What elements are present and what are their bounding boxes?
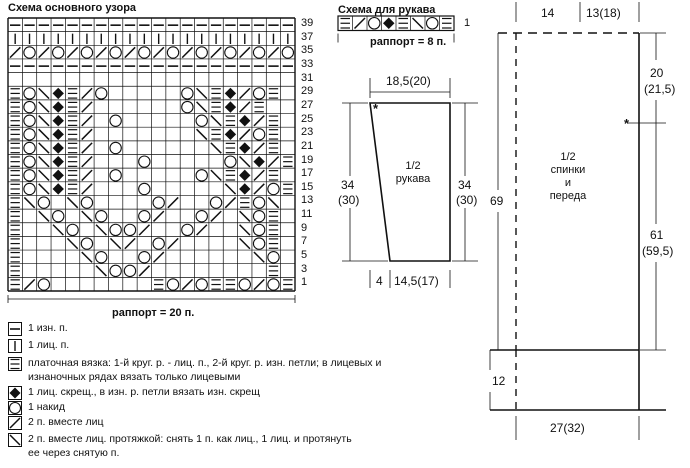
sleeve-label-line2: рукава xyxy=(395,173,431,185)
row-number: 33 xyxy=(301,57,314,70)
legend-text: 2 п. вместе лиц. протяжкой: снять 1 п. как лиц., 1 лиц. и протянуть xyxy=(28,433,352,445)
vertical-bar-icon xyxy=(8,339,22,353)
row-number: 19 xyxy=(301,153,314,166)
sleeve-top-width: 18,5(20) xyxy=(386,74,431,88)
legend-text: 1 изн. п. xyxy=(28,322,68,334)
sleeve-right-height-1: 34 xyxy=(458,178,472,192)
body-label-line3: и xyxy=(564,177,572,189)
left-slash-icon xyxy=(8,433,22,447)
row-number: 5 xyxy=(301,249,308,262)
row-number: 3 xyxy=(301,262,308,275)
garter-icon xyxy=(8,357,22,371)
legend-text: 1 накид xyxy=(28,401,65,413)
body-armhole-2: (21,5) xyxy=(644,82,676,96)
body-bottom-width: 27(32) xyxy=(550,421,585,435)
diamond-icon xyxy=(8,386,22,400)
row-number: 39 xyxy=(301,17,314,29)
legend-text: 2 п. вместе лиц xyxy=(28,416,104,428)
body-side-2: (59,5) xyxy=(642,244,674,258)
main-chart-rapport: раппорт = 20 п. xyxy=(112,307,195,319)
body-label-line4: переда xyxy=(549,190,587,202)
sleeve-bottom-small: 4 xyxy=(376,274,383,288)
legend-text: ее через снятую п. xyxy=(28,447,120,459)
sleeve-asterisk: * xyxy=(373,101,379,116)
body-armhole-1: 20 xyxy=(650,66,664,80)
main-chart-title: Схема основного узора xyxy=(8,2,137,14)
sleeve-chart-title: Схема для рукава xyxy=(338,4,436,16)
body-top-right: 13(18) xyxy=(586,6,621,20)
row-number: 13 xyxy=(301,194,314,207)
sleeve-chart-rapport: раппорт = 8 п. xyxy=(370,36,447,48)
row-number: 27 xyxy=(301,98,314,111)
sleeve-right-height-2: (30) xyxy=(456,193,478,207)
legend-text: 1 лиц. п. xyxy=(28,339,70,351)
sleeve-left-height-1: 34 xyxy=(341,178,355,192)
row-number: 29 xyxy=(301,85,314,98)
body-asterisk: * xyxy=(624,116,630,131)
row-number: 21 xyxy=(301,139,314,152)
sleeve-label-line1: 1/2 xyxy=(405,160,421,172)
row-number: 37 xyxy=(301,30,314,43)
legend-text: 1 лиц. скрещ., в изн. р. петли вязать изн. скрещ xyxy=(28,386,260,398)
body-ribbing: 12 xyxy=(492,374,506,388)
sleeve-left-height-2: (30) xyxy=(338,193,360,207)
sleeve-bottom-width: 14,5(17) xyxy=(394,274,439,288)
row-number: 15 xyxy=(301,180,314,193)
legend-text: платочная вязка: 1-й круг. р. - лиц. п., 2-й круг. р. изн. петли; в лицевых и xyxy=(28,357,382,369)
row-number: 9 xyxy=(301,221,308,234)
dash-icon xyxy=(8,322,22,336)
row-number: 11 xyxy=(301,208,313,221)
body-total-height: 69 xyxy=(490,194,504,208)
body-label-line2: спинки xyxy=(550,164,586,176)
body-side-1: 61 xyxy=(650,228,664,242)
row-number: 23 xyxy=(301,126,314,139)
sleeve-chart-row-number: 1 xyxy=(464,17,471,29)
legend-text: изнаночных рядах вязать только лицевыми xyxy=(28,371,241,383)
body-top-left: 14 xyxy=(541,6,555,20)
row-number: 35 xyxy=(301,44,314,57)
row-number: 1 xyxy=(301,276,308,289)
circle-icon xyxy=(8,401,22,415)
row-number: 31 xyxy=(301,71,314,84)
row-number: 7 xyxy=(301,235,308,248)
row-number: 17 xyxy=(301,167,314,180)
right-slash-icon xyxy=(8,416,22,430)
body-label-line1: 1/2 xyxy=(560,151,576,163)
row-number: 25 xyxy=(301,112,314,125)
